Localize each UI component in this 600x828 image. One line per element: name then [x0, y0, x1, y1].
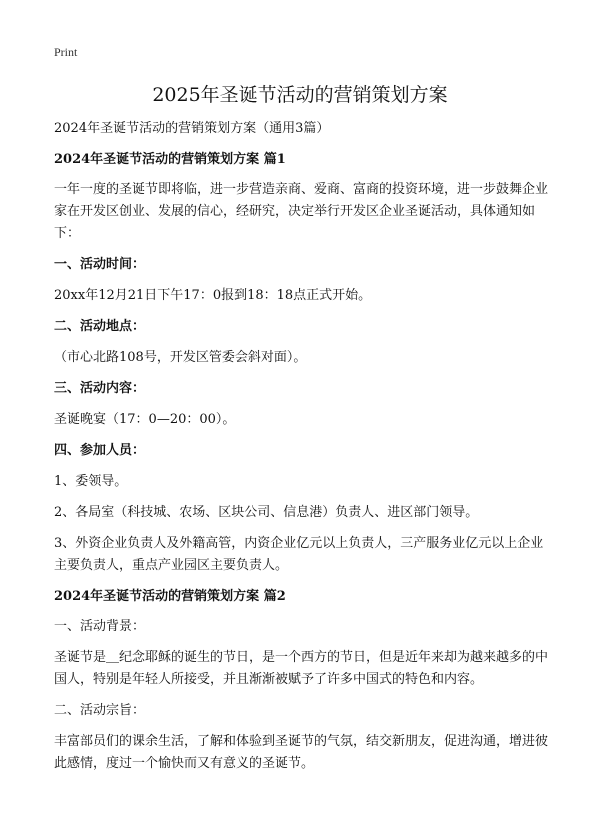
- document-subtitle: 2024年圣诞节活动的营销策划方案（通用3篇）: [54, 121, 330, 136]
- background-heading: 一、活动背景：: [54, 619, 146, 634]
- document-title: 2025年圣诞节活动的营销策划方案: [152, 84, 448, 106]
- purpose-text: 丰富部员们的课余生活，了解和体验到圣诞节的气氛，结交新朋友，促进沟通，增进彼此感情，度过一个愉快而又有意义的圣诞节。: [54, 734, 549, 771]
- part1-intro: 一年一度的圣诞节即将临，进一步营造亲商、爱商、富商的投资环境，进一步鼓舞企业家在开发区创业、发展的信心，经研究，决定举行开发区企业圣诞活动，具体通知如下：: [54, 182, 549, 241]
- part1-heading: 2024年圣诞节活动的营销策划方案 篇1: [54, 152, 286, 167]
- people-item-2: 2、各局室（科技城、农场、区块公司、信息港）负责人、进区部门领导。: [54, 505, 479, 520]
- print-label[interactable]: Print: [54, 45, 78, 59]
- part2-heading: 2024年圣诞节活动的营销策划方案 篇2: [54, 589, 286, 604]
- time-heading: 一、活动时间：: [54, 257, 146, 272]
- people-item-3: 3、外资企业负责人及外籍高管，内资企业亿元以上负责人，三产服务业亿元以上企业主要负责人，重点产业园区主要负责人。: [54, 536, 544, 573]
- content-text: 圣诞晚宴（17：0—20：00）。: [54, 412, 236, 427]
- place-text: （市心北路108号，开发区管委会斜对面）。: [54, 350, 307, 365]
- content-heading: 三、活动内容：: [54, 381, 146, 396]
- people-heading: 四、参加人员：: [54, 443, 146, 458]
- place-heading: 二、活动地点：: [54, 319, 146, 334]
- people-item-1: 1、委领导。: [54, 474, 128, 489]
- document-body: [54, 118, 550, 784]
- purpose-heading: 二、活动宗旨：: [54, 703, 146, 718]
- background-text: 圣诞节是＿纪念耶稣的诞生的节日，是一个西方的节日，但是近年来却为越来越多的中国人，特别是年轻人所接受，并且渐渐被赋予了许多中国式的特色和内容。: [54, 650, 549, 687]
- time-text: 20xx年12月21日下午17：0报到18：18点正式开始。: [54, 288, 372, 303]
